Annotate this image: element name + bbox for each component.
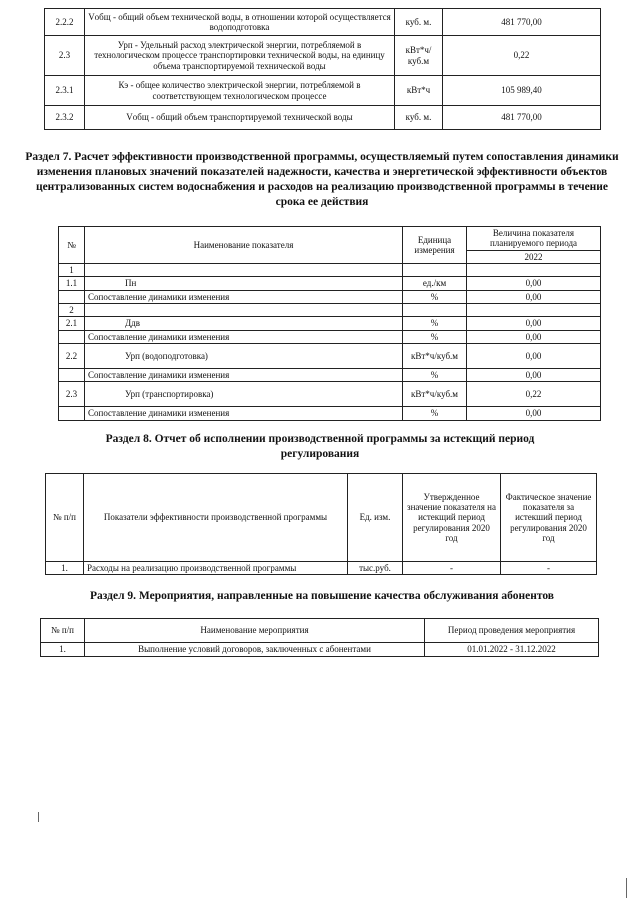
unit: % [403,369,467,382]
header-year: 2022 [467,250,601,263]
table-row [59,369,601,382]
unit: % [403,290,467,303]
indicator-name: Vобщ - общий объем технической воды, в отношении которой осуществляется водоподготовка [85,9,395,36]
header-actual: Фактическое значение показателя за истекший период регулирования 2020 год [501,474,597,562]
row-number: 2.3.1 [45,76,85,106]
measures-table [40,618,599,657]
unit: куб. м. [395,106,443,130]
table-header [46,474,597,562]
header-unit: Ед. изм. [348,474,403,562]
row-number [59,330,85,343]
unit: % [403,407,467,420]
scan-mark [626,878,627,898]
value: 0,00 [467,317,601,330]
row-number: 2.2.2 [45,9,85,36]
measure-name: Выполнение условий договоров, заключенных с абонентами [85,643,425,657]
row-number: 2.3.2 [45,106,85,130]
value: 0,22 [467,382,601,407]
unit [403,304,467,317]
table-row [46,562,597,575]
indicator-name: Урп (водоподготовка) [85,344,403,369]
indicator-name: Сопоставление динамики изменения [85,330,403,343]
value: 0,00 [467,407,601,420]
row-number: 2.2 [59,344,85,369]
header-num: № п/п [41,619,85,643]
header-name: Показатели эффективности производственной программы [84,474,348,562]
section-7-title: Раздел 7. Расчет эффективности производственной программы, осуществляемый путем сопоставления динамики изменения плановых значений показателей надежности, качества и энергетической эффективности объектов централизованных систем водоснабжения и расходов на реализацию производственной программы в течение срока ее действия [25,151,619,208]
value: 0,00 [467,330,601,343]
actual-value: - [501,562,597,575]
indicator-name: Кэ - общее количество электрической энергии, потребляемой в соответствующем технологическом процессе [85,76,395,106]
value: 105 989,40 [443,76,601,106]
value: 481 770,00 [443,106,601,130]
section-9-title: Раздел 9. Мероприятия, направленные на повышение качества обслуживания абонентов [89,590,554,602]
row-number: 1 [59,264,85,277]
unit: куб. м. [395,9,443,36]
efficiency-table [58,226,601,421]
table-row [45,76,601,106]
row-number: 2.3 [59,382,85,407]
header-unit: Единица измерения [403,227,467,264]
header-period: Период проведения мероприятия [425,619,599,643]
table-row [45,36,601,76]
row-number [59,290,85,303]
row-number: 2.3 [45,36,85,76]
indicator-name: Vобщ - общий объем транспортируемой технической воды [85,106,395,130]
value: 0,00 [467,369,601,382]
table-header [59,227,601,251]
indicator-name: Урп - Удельный расход электрической энергии, потребляемой в технологическом процессе транспортировки технической воды, на единицу объема транспортируемой технической воды [85,36,395,76]
unit [403,264,467,277]
indicator-name: Пн [85,277,403,290]
value [467,264,601,277]
table-row [59,277,601,290]
table-row [59,304,601,317]
table-row [45,9,601,36]
value: 0,00 [467,290,601,303]
row-number: 2.1 [59,317,85,330]
indicators-table-continuation [44,8,601,130]
report-table [45,473,597,575]
unit: ед./км [403,277,467,290]
table-row [59,407,601,420]
value: 0,00 [467,344,601,369]
unit: кВт*ч/куб.м [403,382,467,407]
header-value: Величина показателя планируемого периода [467,227,601,251]
table-row [59,264,601,277]
header-name: Наименование показателя [85,227,403,264]
indicator-name: Урп (транспортировка) [85,382,403,407]
table-header [41,619,599,643]
indicator-name: Ддв [85,317,403,330]
row-number: 1. [41,643,85,657]
section-8-title: Раздел 8. Отчет об исполнении производственной программы за истекщий период регулирования [105,433,535,460]
header-num: № [59,227,85,264]
table-row [59,382,601,407]
row-number: 2 [59,304,85,317]
unit: кВт*ч/куб.м [395,36,443,76]
table-row [59,290,601,303]
value: 481 770,00 [443,9,601,36]
unit: тыс.руб. [348,562,403,575]
indicator-name [85,304,403,317]
header-name: Наименование мероприятия [85,619,425,643]
value: 0,00 [467,277,601,290]
row-number [59,369,85,382]
header-approved: Утвержденное значение показателя на истекщий период регулирования 2020 год [403,474,501,562]
header-num: № п/п [46,474,84,562]
value: 0,22 [443,36,601,76]
scan-mark [38,812,39,822]
measure-period: 01.01.2022 - 31.12.2022 [425,643,599,657]
indicator-name: Сопоставление динамики изменения [85,407,403,420]
unit: % [403,317,467,330]
indicator-name: Сопоставление динамики изменения [85,290,403,303]
approved-value: - [403,562,501,575]
row-number: 1.1 [59,277,85,290]
table-row [59,317,601,330]
row-number: 1. [46,562,84,575]
row-number [59,407,85,420]
unit: кВт*ч/куб.м [403,344,467,369]
table-row [45,106,601,130]
indicator-name: Расходы на реализацию производственной программы [84,562,348,575]
indicator-name [85,264,403,277]
value [467,304,601,317]
indicator-name: Сопоставление динамики изменения [85,369,403,382]
unit: кВт*ч [395,76,443,106]
table-row [41,643,599,657]
unit: % [403,330,467,343]
table-row [59,344,601,369]
table-row [59,330,601,343]
